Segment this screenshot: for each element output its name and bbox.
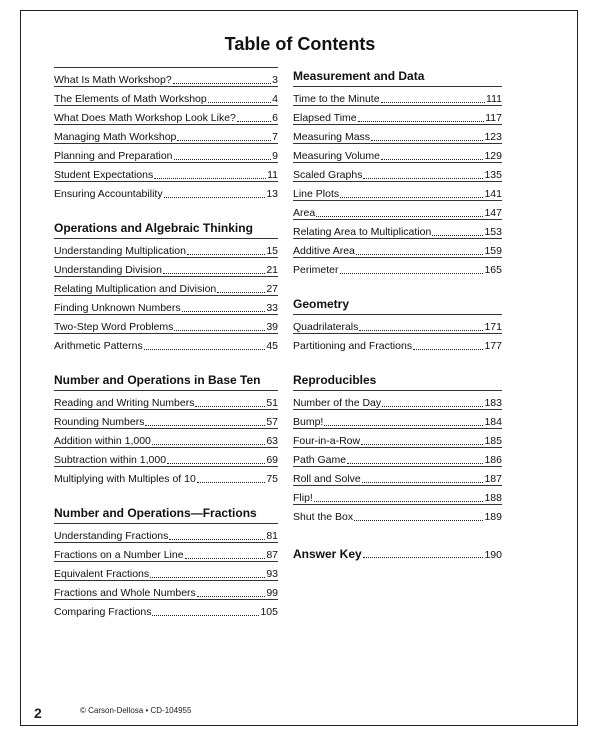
toc-entry-page: 147 (484, 207, 502, 219)
toc-entry-page: 57 (266, 416, 278, 428)
section-heading-geometry: Geometry (293, 297, 350, 311)
toc-entry-what-does-math-workshop-look-like[interactable] (54, 105, 278, 124)
toc-entry-path-game[interactable] (293, 447, 502, 466)
toc-entry-label: Equivalent Fractions (54, 568, 150, 580)
dot-leader (347, 463, 483, 464)
dot-leader (354, 520, 483, 521)
dot-leader (340, 197, 483, 198)
dot-leader (356, 254, 484, 255)
section-gap (293, 523, 502, 542)
toc-entry-label: Flip! (293, 492, 313, 504)
toc-entry-page: 187 (484, 473, 502, 485)
dot-leader (361, 444, 483, 445)
toc-entry-page: 81 (266, 530, 278, 542)
toc-entry-label: Path Game (293, 454, 347, 466)
toc-entry-shut-the-box[interactable] (293, 504, 502, 523)
toc-entry-page: 189 (484, 511, 502, 523)
toc-entry-label: What Is Math Workshop? (54, 74, 172, 86)
section-gap (54, 485, 278, 504)
toc-entry-measuring-mass[interactable] (293, 124, 502, 143)
toc-entry-page: 3 (272, 74, 278, 86)
section-gap (293, 352, 502, 371)
toc-entry-addition-within-1-000[interactable] (54, 428, 278, 447)
toc-entry-label: Perimeter (293, 264, 339, 276)
toc-entry-fractions-and-whole-numbers[interactable] (54, 580, 278, 599)
toc-entry-label: Multiplying with Multiples of 10 (54, 473, 196, 485)
toc-entry-bump[interactable] (293, 409, 502, 428)
toc-entry-multiplying-with-multiples-of-10[interactable] (54, 466, 278, 485)
toc-entry-label: Ensuring Accountability (54, 188, 163, 200)
dot-leader (174, 330, 265, 331)
toc-entry-two-step-word-problems[interactable] (54, 314, 278, 333)
dot-leader (371, 140, 483, 141)
toc-entry-page: 184 (484, 416, 502, 428)
dot-leader (150, 577, 265, 578)
toc-entry-partitioning-and-fractions[interactable] (293, 333, 502, 352)
dot-leader (173, 83, 271, 84)
toc-entry-label: Rounding Numbers (54, 416, 145, 428)
dot-leader (167, 463, 265, 464)
page-footer (0, 698, 600, 726)
toc-entry-finding-unknown-numbers[interactable] (54, 295, 278, 314)
dot-leader (217, 292, 265, 293)
dot-leader (144, 349, 266, 350)
section-heading-measurement-and-data: Measurement and Data (293, 69, 425, 83)
toc-entry-subtraction-within-1-000[interactable] (54, 447, 278, 466)
toc-entry-label: Understanding Multiplication (54, 245, 186, 257)
toc-entry-answer-key[interactable] (293, 542, 502, 561)
page-number: 2 (34, 705, 42, 721)
toc-entry-elapsed-time[interactable] (293, 105, 502, 124)
toc-entry-page: 69 (266, 454, 278, 466)
dot-leader (185, 558, 266, 559)
toc-entry-page: 21 (266, 264, 278, 276)
toc-entry-label: Finding Unknown Numbers (54, 302, 181, 314)
toc-entry-label: Additive Area (293, 245, 355, 257)
dot-leader (363, 557, 484, 558)
toc-entry-measuring-volume[interactable] (293, 143, 502, 162)
dot-leader (182, 311, 266, 312)
toc-entry-page: 185 (484, 435, 502, 447)
toc-entry-understanding-fractions[interactable] (54, 523, 278, 542)
toc-entry-comparing-fractions[interactable] (54, 599, 278, 618)
toc-entry-understanding-division[interactable] (54, 257, 278, 276)
dot-leader (359, 330, 483, 331)
dot-leader (413, 349, 483, 350)
dot-leader (177, 140, 271, 141)
toc-entry-quadrilaterals[interactable] (293, 314, 502, 333)
toc-entry-page: 9 (272, 150, 278, 162)
toc-entry-planning-and-preparation[interactable] (54, 143, 278, 162)
answer-key-page: 190 (484, 549, 502, 561)
toc-entry-label: What Does Math Workshop Look Like? (54, 112, 236, 124)
dot-leader (187, 254, 265, 255)
toc-entry-fractions-on-a-number-line[interactable] (54, 542, 278, 561)
toc-entry-ensuring-accountability[interactable] (54, 181, 278, 200)
toc-entry-label: Quadrilaterals (293, 321, 359, 333)
toc-entry-page: 159 (484, 245, 502, 257)
toc-entry-label: Arithmetic Patterns (54, 340, 143, 352)
toc-entry-arithmetic-patterns[interactable] (54, 333, 278, 352)
dot-leader (381, 102, 485, 103)
toc-entry-page: 153 (484, 226, 502, 238)
dot-leader (197, 482, 266, 483)
toc-entry-page: 51 (266, 397, 278, 409)
toc-entry-what-is-math-workshop[interactable] (54, 67, 278, 86)
dot-leader (152, 444, 265, 445)
toc-entry-page: 141 (484, 188, 502, 200)
toc-entry-page: 27 (266, 283, 278, 295)
toc-entry-label: Shut the Box (293, 511, 354, 523)
dot-leader (164, 197, 266, 198)
toc-entry-label: Measuring Mass (293, 131, 371, 143)
left-column (54, 67, 278, 618)
section-heading-reproducibles: Reproducibles (293, 373, 377, 387)
section-heading-operations-and-algebraic-thinking: Operations and Algebraic Thinking (54, 221, 253, 235)
dot-leader (358, 121, 485, 122)
toc-entry-page: 188 (484, 492, 502, 504)
toc-entry-label: Understanding Division (54, 264, 162, 276)
toc-entry-label: Time to the Minute (293, 93, 380, 105)
toc-entry-page: 13 (266, 188, 278, 200)
toc-entry-additive-area[interactable] (293, 238, 502, 257)
toc-entry-page: 39 (266, 321, 278, 333)
toc-entry-label: Area (293, 207, 316, 219)
toc-entry-label: Understanding Fractions (54, 530, 169, 542)
toc-entry-page: 15 (266, 245, 278, 257)
toc-entry-label: Measuring Volume (293, 150, 380, 162)
toc-entry-area[interactable] (293, 200, 502, 219)
dot-leader (340, 273, 484, 274)
dot-leader (145, 425, 265, 426)
toc-entry-page: 63 (266, 435, 278, 447)
toc-entry-label: Elapsed Time (293, 112, 357, 124)
toc-entry-page: 4 (272, 93, 278, 105)
toc-entry-page: 123 (484, 131, 502, 143)
dot-leader (363, 178, 483, 179)
toc-entry-label: Comparing Fractions (54, 606, 152, 618)
toc-entry-time-to-the-minute[interactable] (293, 86, 502, 105)
toc-entry-label: Planning and Preparation (54, 150, 173, 162)
toc-entry-page: 93 (266, 568, 278, 580)
toc-entry-page: 45 (266, 340, 278, 352)
toc-entry-label: Fractions and Whole Numbers (54, 587, 196, 599)
section-gap (54, 200, 278, 219)
dot-leader (197, 596, 266, 597)
dot-leader (382, 406, 483, 407)
toc-entry-page: 183 (484, 397, 502, 409)
toc-entry-page: 129 (484, 150, 502, 162)
toc-entry-understanding-multiplication[interactable] (54, 238, 278, 257)
answer-key-label: Answer Key (293, 547, 362, 561)
toc-entry-page: 171 (484, 321, 502, 333)
footer-credit: © Carson-Dellosa • CD-104955 (80, 706, 192, 715)
dot-leader (314, 501, 484, 502)
section-gap (54, 352, 278, 371)
toc-entry-label: Reading and Writing Numbers (54, 397, 195, 409)
toc-entry-managing-math-workshop[interactable] (54, 124, 278, 143)
toc-entry-page: 186 (484, 454, 502, 466)
toc-entry-roll-and-solve[interactable] (293, 466, 502, 485)
toc-entry-relating-multiplication-and-division[interactable] (54, 276, 278, 295)
toc-entry-page: 11 (267, 169, 278, 181)
dot-leader (362, 482, 484, 483)
toc-entry-line-plots[interactable] (293, 181, 502, 200)
toc-entry-page: 75 (266, 473, 278, 485)
dot-leader (195, 406, 265, 407)
toc-entry-label: Line Plots (293, 188, 340, 200)
dot-leader (163, 273, 265, 274)
toc-entry-label: Relating Area to Multiplication (293, 226, 432, 238)
dot-leader (208, 102, 271, 103)
toc-entry-page: 111 (486, 93, 502, 105)
toc-entry-label: Four-in-a-Row (293, 435, 361, 447)
toc-entry-label: Student Expectations (54, 169, 154, 181)
right-column (293, 67, 502, 561)
dot-leader (381, 159, 484, 160)
page-title: Table of Contents (224, 34, 376, 54)
dot-leader (237, 121, 271, 122)
toc-entry-page: 7 (272, 131, 278, 143)
section-heading-number-and-operations-fractions: Number and Operations—Fractions (54, 506, 257, 520)
toc-entry-label: The Elements of Math Workshop (54, 93, 207, 105)
toc-entry-scaled-graphs[interactable] (293, 162, 502, 181)
toc-entry-label: Relating Multiplication and Division (54, 283, 217, 295)
toc-entry-page: 6 (272, 112, 278, 124)
toc-entry-perimeter[interactable] (293, 257, 502, 276)
toc-entry-label: Partitioning and Fractions (293, 340, 413, 352)
toc-entry-label: Scaled Graphs (293, 169, 363, 181)
toc-entry-rounding-numbers[interactable] (54, 409, 278, 428)
toc-entry-student-expectations[interactable] (54, 162, 278, 181)
toc-entry-label: Two-Step Word Problems (54, 321, 174, 333)
toc-entry-the-elements-of-math-workshop[interactable] (54, 86, 278, 105)
section-heading-number-and-operations-in-base-ten: Number and Operations in Base Ten (54, 373, 261, 387)
toc-entry-page: 177 (484, 340, 502, 352)
dot-leader (324, 425, 483, 426)
toc-entry-label: Fractions on a Number Line (54, 549, 184, 561)
toc-entry-number-of-the-day[interactable] (293, 390, 502, 409)
dot-leader (169, 539, 265, 540)
toc-entry-page: 117 (485, 112, 502, 124)
toc-entry-flip[interactable] (293, 485, 502, 504)
section-gap (293, 276, 502, 295)
toc-entry-equivalent-fractions[interactable] (54, 561, 278, 580)
dot-leader (174, 159, 272, 160)
toc-entry-page: 33 (266, 302, 278, 314)
toc-entry-relating-area-to-multiplication[interactable] (293, 219, 502, 238)
toc-entry-label: Bump! (293, 416, 324, 428)
dot-leader (152, 615, 259, 616)
dot-leader (154, 178, 266, 179)
toc-entry-label: Subtraction within 1,000 (54, 454, 167, 466)
toc-entry-label: Roll and Solve (293, 473, 361, 485)
toc-entry-four-in-a-row[interactable] (293, 428, 502, 447)
toc-entry-page: 87 (266, 549, 278, 561)
toc-entry-label: Managing Math Workshop (54, 131, 177, 143)
dot-leader (316, 216, 483, 217)
toc-entry-reading-and-writing-numbers[interactable] (54, 390, 278, 409)
toc-entry-page: 165 (484, 264, 502, 276)
toc-entry-label: Addition within 1,000 (54, 435, 151, 447)
toc-entry-page: 135 (484, 169, 502, 181)
toc-entry-page: 99 (266, 587, 278, 599)
dot-leader (432, 235, 483, 236)
toc-entry-label: Number of the Day (293, 397, 382, 409)
toc-entry-page: 105 (260, 606, 278, 618)
